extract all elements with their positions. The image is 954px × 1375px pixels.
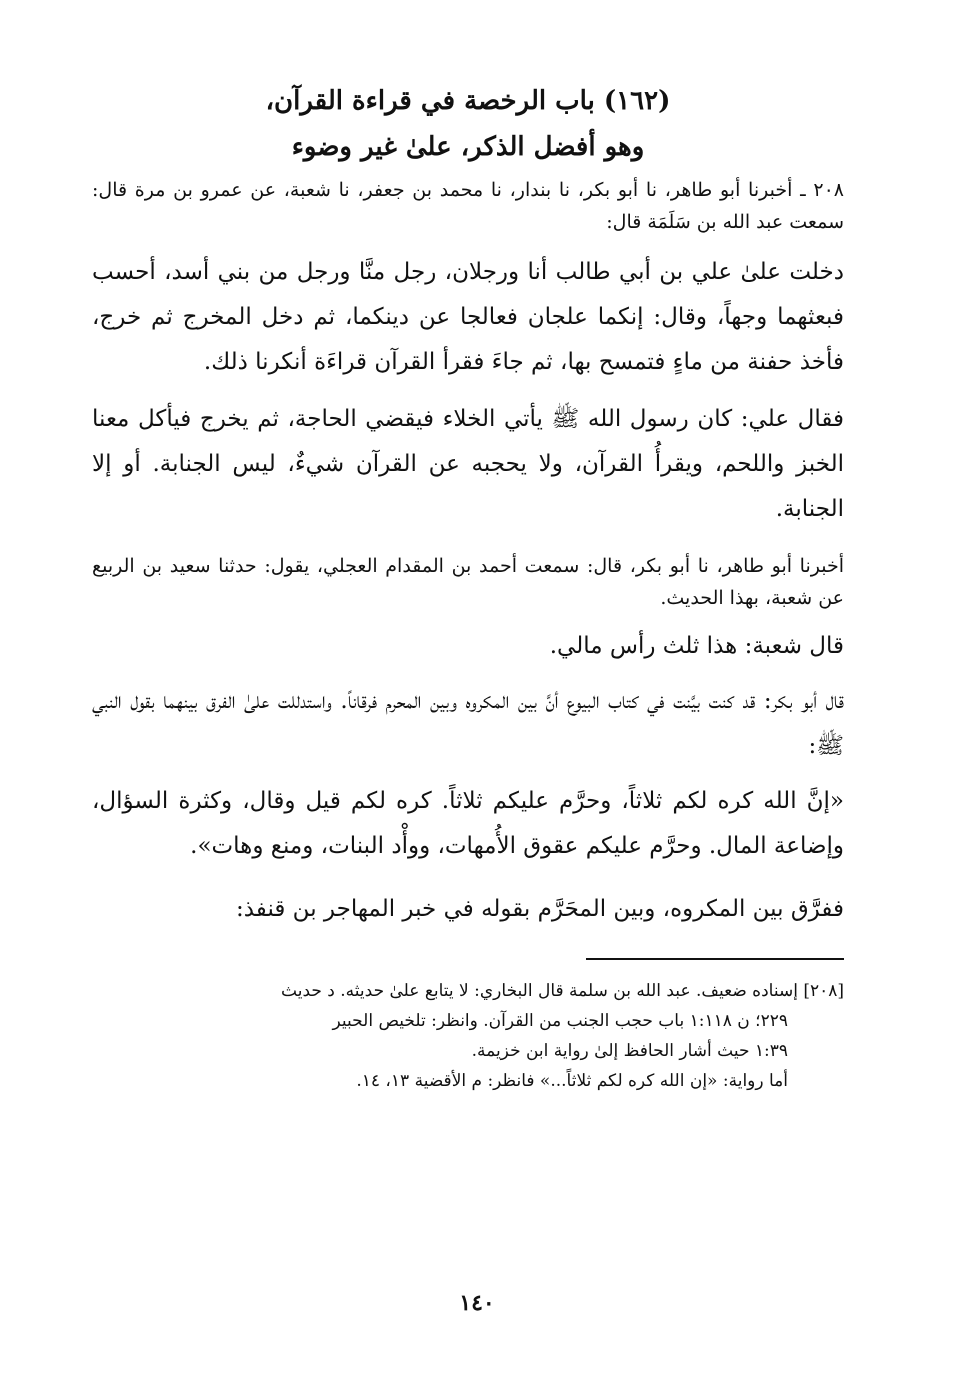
footnote-divider (586, 958, 844, 960)
second-isnad: أخبرنا أبو طاهر، نا أبو بكر، قال: سمعت أحمد بن المقدام العجلي، يقول: حدثنا سعيد بن الربيع عن شعبة، بهذا الحديث. (92, 555, 844, 609)
hadith-208-matn-part-2: فقال علي: كان رسول الله ﷺ يأتي الخلاء فيقضي الحاجة، ثم يخرج فيأكل معنا الخبز واللحم، ويقرأُ القرآن، ولا يحجبه عن القرآن شيءٌ، ليس الجنابة. أو إلا الجنابة. (92, 406, 844, 522)
book-page (92, 78, 844, 1096)
hadith-208-matn-part-1: دخلت علىٰ علي بن أبي طالب أنا ورجلان، رجل منَّا ورجل من بني أسد، أحسب فبعثهما وجهاً، وقال: إنكما علجان فعالجا عن دينكما، ثم دخل المخرج ثم خرج، فأخذ حفنة من ماءٍ فتمسح بها، ثم جاءَ فقرأ القرآن قراءَة أنكرنا ذلك. (92, 259, 844, 375)
shuba-saying: قال شعبة: هذا ثلث رأس مالي. (549, 633, 844, 659)
footnote-line-3: ١:٣٩ حيث أشار الحافظ إلىٰ رواية ابن خزيمة. (471, 1041, 788, 1061)
footnote-line-2: ٢٢٩؛ ن ١:١١٨ باب حجب الجنب من القرآن. وانظر: تلخيص الحبير (332, 1011, 788, 1031)
footnotes (92, 976, 844, 1096)
abu-bakr-saying: قال أبو بكر: قد كنت بيَّنت في كتاب البيوع أنَّ بين المكروه وبين المحرم فرقاناً. واستدللت علىٰ الفرق بينهما بقول النبي ﷺ: (92, 688, 844, 759)
chapter-heading-line-1: (١٦٢) باب الرخصة في قراءة القرآن، (265, 86, 671, 116)
hadith-quote: «إنَّ الله كره لكم ثلاثاً، وحرَّم عليكم ثلاثاً. كره لكم قيل وقال، وكثرة السؤال، وإضاعة المال. وحرَّم عليكم عقوق الأُمهات، ووأْد البنات، ومنع وهات». (92, 788, 844, 859)
chapter-heading-line-2: وهو أفضل الذكر، علىٰ غير وضوء (291, 132, 645, 162)
chapter-heading (92, 78, 844, 170)
page-number: ١٤٠ (459, 1290, 495, 1316)
hadith-208-isnad: ٢٠٨ ـ أخبرنا أبو طاهر، نا أبو بكر، نا بندار، نا محمد بن جعفر، نا شعبة، عن عمرو بن مرة قال: سمعت عبد الله بن سَلَمَة قال: (92, 179, 844, 233)
closing-line: ففرَّق بين المكروه، وبين المحَرَّم بقوله في خبر المهاجر بن قنفذ: (235, 896, 844, 922)
footnote-line-1: [٢٠٨] إسناده ضعيف. عبد الله بن سلمة قال البخاري: لا يتابع علىٰ حديثه. د حديث (281, 981, 844, 1001)
footnote-line-4: أما رواية: «إن الله كره لكم ثلاثاً...» فانظر: م الأقضية ١٣، ١٤. (356, 1071, 788, 1091)
